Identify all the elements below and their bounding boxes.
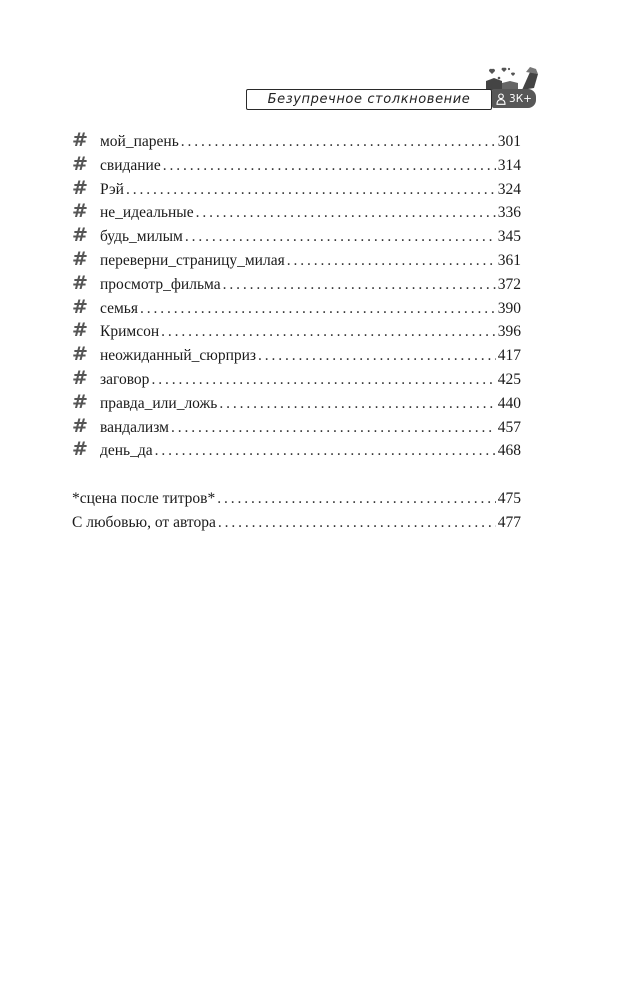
- dot-leader: [218, 511, 496, 535]
- person-icon: [496, 93, 506, 105]
- entry-title: *сцена после титров*: [72, 490, 216, 508]
- entry-title: Кримсон: [100, 323, 160, 341]
- dot-leader: [126, 178, 496, 202]
- hash-icon: #: [72, 390, 88, 413]
- toc-entry: [72, 178, 521, 202]
- entry-title: будь_милым: [100, 228, 183, 246]
- dot-leader: [163, 154, 496, 178]
- toc-extra-entry: [72, 511, 521, 535]
- hash-icon: #: [72, 414, 88, 437]
- dot-leader: [161, 320, 496, 344]
- toc-entry: [72, 439, 521, 463]
- toc-entry: [72, 154, 521, 178]
- entry-title: вандализм: [100, 418, 169, 436]
- book-title-box: Безупречное столкновение: [246, 89, 492, 110]
- toc-entry: [72, 249, 521, 273]
- dot-leader: [171, 416, 496, 440]
- page-number: 477: [497, 513, 521, 531]
- page-number: 390: [497, 299, 521, 317]
- entry-title: свидание: [100, 156, 161, 174]
- entry-title: день_да: [100, 442, 153, 460]
- dot-leader: [185, 225, 496, 249]
- page-number: 372: [497, 275, 521, 293]
- toc-entry: [72, 320, 521, 344]
- page-number: 457: [497, 418, 521, 436]
- page-number: 440: [497, 394, 521, 412]
- entry-title: Рэй: [100, 180, 124, 198]
- toc-entry: [72, 201, 521, 225]
- toc-entry: [72, 416, 521, 440]
- hash-icon: #: [72, 319, 88, 342]
- entry-title: заговор: [100, 370, 150, 388]
- toc-entry: [72, 392, 521, 416]
- dot-leader: [155, 439, 496, 463]
- entry-title: правда_или_ложь: [100, 394, 218, 412]
- dot-leader: [196, 201, 496, 225]
- page-number: 314: [497, 156, 521, 174]
- entry-title: семья: [100, 299, 138, 317]
- age-rating-badge: [492, 89, 536, 108]
- dot-leader: [219, 392, 495, 416]
- page-number: 417: [497, 347, 521, 365]
- page-number: 425: [497, 370, 521, 388]
- hash-icon: #: [72, 366, 88, 389]
- toc-entry: [72, 130, 521, 154]
- dot-leader: [151, 368, 495, 392]
- page-number: 345: [497, 228, 521, 246]
- hash-icon: #: [72, 271, 88, 294]
- page-number: 396: [497, 323, 521, 341]
- dot-leader: [217, 487, 495, 511]
- dot-leader: [223, 273, 496, 297]
- hash-icon: #: [72, 295, 88, 318]
- dot-leader: [258, 344, 496, 368]
- dot-leader: [287, 249, 496, 273]
- toc-entry: [72, 273, 521, 297]
- entry-title: мой_парень: [100, 133, 179, 150]
- hash-icon: #: [72, 152, 88, 175]
- entry-title: не_идеальные: [100, 204, 194, 222]
- age-rating-label: 3К+: [509, 92, 532, 105]
- entry-title: неожиданный_сюрприз: [100, 347, 257, 365]
- hash-icon: #: [72, 200, 88, 223]
- hash-icon: #: [72, 224, 88, 247]
- toc-entry: [72, 344, 521, 368]
- page-number: 301: [497, 133, 521, 150]
- page-number: 336: [497, 204, 521, 222]
- toc-extra-entry: [72, 487, 521, 511]
- dot-leader: [140, 297, 496, 321]
- page-number: 361: [497, 251, 521, 269]
- table-of-contents: [72, 130, 521, 535]
- page-number: 475: [497, 490, 521, 508]
- toc-entry: [72, 297, 521, 321]
- dot-leader: [181, 130, 496, 154]
- hash-icon: #: [72, 438, 88, 461]
- entry-title: переверни_страницу_милая: [100, 251, 285, 269]
- toc-entry: [72, 225, 521, 249]
- hash-icon: #: [72, 247, 88, 270]
- hash-icon: #: [72, 176, 88, 199]
- toc-entry: [72, 368, 521, 392]
- hash-icon: #: [72, 343, 88, 366]
- page-number: 324: [497, 180, 521, 198]
- section-gap: [72, 463, 521, 487]
- running-header: [246, 66, 546, 112]
- hash-icon: #: [72, 129, 88, 151]
- page-number: 468: [497, 442, 521, 460]
- entry-title: С любовью, от автора: [72, 513, 216, 531]
- entry-title: просмотр_фильма: [100, 275, 221, 293]
